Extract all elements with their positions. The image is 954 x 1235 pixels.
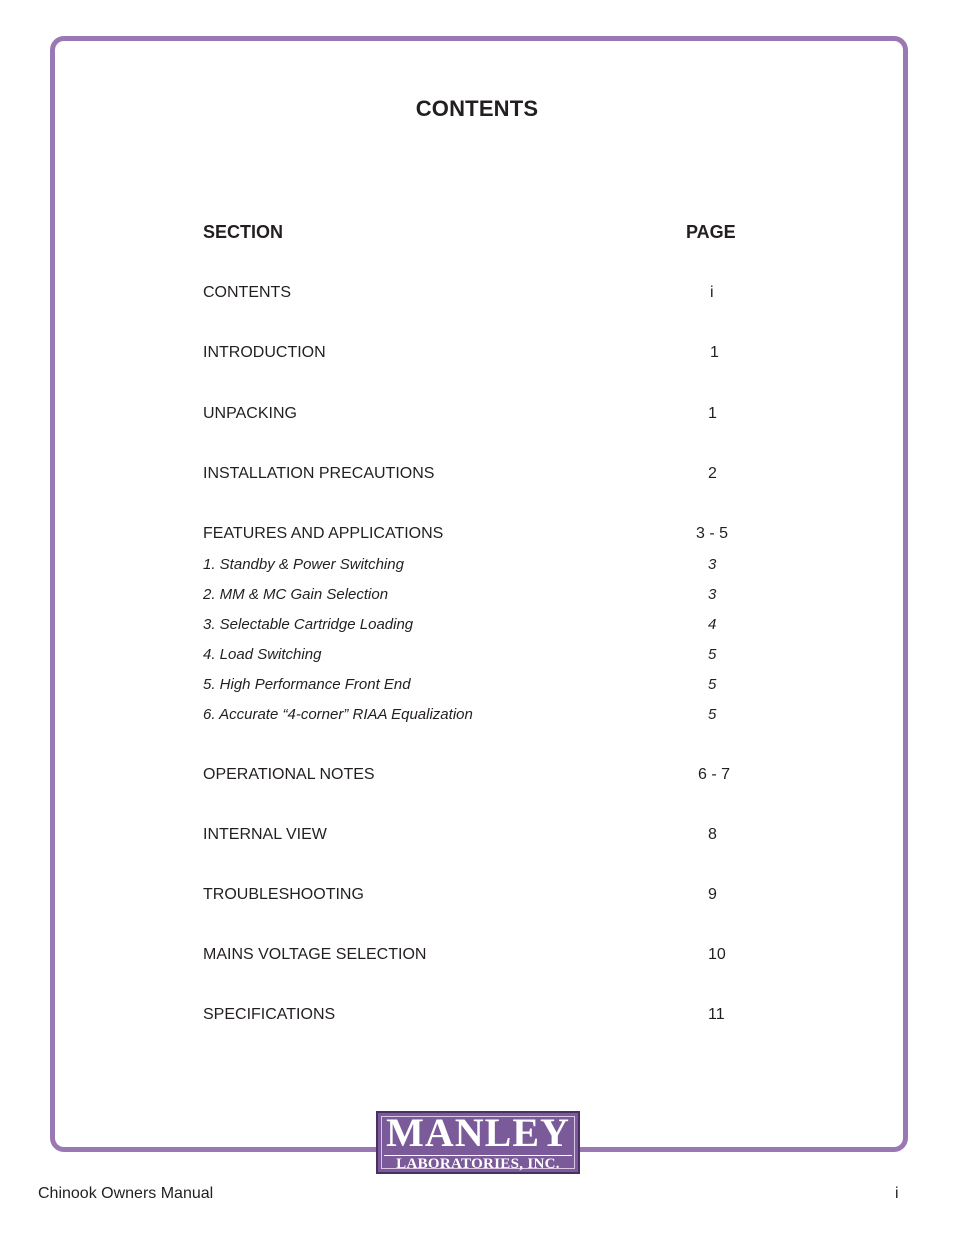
toc-subentry-label: 6. Accurate “4-corner” RIAA Equalization [203, 706, 473, 723]
toc-entry-page: i [710, 284, 714, 301]
toc-entry-label: OPERATIONAL NOTES [203, 766, 375, 783]
page-title: CONTENTS [415, 96, 539, 121]
toc-entry-label: UNPACKING [203, 405, 297, 422]
toc-entry-label: SPECIFICATIONS [203, 1006, 336, 1023]
toc-subentry-page: 5 [708, 706, 717, 723]
toc-subentry-page: 4 [708, 616, 717, 633]
toc-entry-page: 1 [708, 405, 717, 422]
logo-wordmark: MANLEY [386, 1110, 570, 1155]
toc-entry [203, 766, 763, 788]
toc-entry-label: FEATURES AND APPLICATIONS [203, 525, 444, 542]
logo-subtitle: LABORATORIES, INC. [396, 1156, 560, 1172]
toc-subentry [203, 556, 763, 578]
toc-subentry-label: 1. Standby & Power Switching [203, 556, 404, 573]
toc-subentry [203, 586, 763, 608]
toc-subentry-page: 3 [708, 586, 717, 603]
toc-entry [203, 1006, 763, 1028]
toc-entry-page: 10 [708, 946, 726, 963]
page-column-header: PAGE [686, 222, 736, 242]
toc-subentry-label: 4. Load Switching [203, 646, 322, 663]
toc-subentry-label: 5. High Performance Front End [203, 676, 411, 693]
toc-entry [203, 284, 763, 306]
toc-entry-label: TROUBLESHOOTING [203, 886, 364, 903]
toc-entry-label: INSTALLATION PRECAUTIONS [203, 465, 435, 482]
toc-entry [203, 405, 763, 427]
toc-entry-page: 1 [710, 344, 719, 361]
toc-entry [203, 525, 763, 547]
toc-subentry-page: 3 [708, 556, 717, 573]
toc-entry [203, 886, 763, 908]
toc-subentry [203, 616, 763, 638]
manley-logo [376, 1111, 580, 1174]
footer-page-number: i [895, 1185, 899, 1202]
section-column-header: SECTION [203, 222, 284, 242]
toc-entry-page: 3 - 5 [696, 525, 729, 542]
footer-manual-title: Chinook Owners Manual [38, 1185, 214, 1202]
toc-subentry-page: 5 [708, 646, 717, 663]
toc-entry [203, 826, 763, 848]
toc-subentry-label: 3. Selectable Cartridge Loading [203, 616, 414, 633]
toc-entry-label: CONTENTS [203, 284, 291, 301]
toc-entry-page: 2 [708, 465, 717, 482]
toc-entry-label: MAINS VOLTAGE SELECTION [203, 946, 427, 963]
toc-subentry [203, 646, 763, 668]
toc-entry-page: 8 [708, 826, 717, 843]
toc-subentry [203, 676, 763, 698]
toc-subentry [203, 706, 763, 728]
toc-entry [203, 946, 763, 968]
toc-entry-page: 6 - 7 [698, 766, 731, 783]
toc-entry-page: 11 [708, 1006, 725, 1023]
toc-entry [203, 344, 763, 366]
toc-entry-label: INTRODUCTION [203, 344, 326, 361]
toc-subentry-label: 2. MM & MC Gain Selection [203, 586, 389, 603]
toc-entry-page: 9 [708, 886, 717, 903]
toc-entry [203, 465, 763, 487]
toc-entry-label: INTERNAL VIEW [203, 826, 327, 843]
toc-subentry-page: 5 [708, 676, 717, 693]
